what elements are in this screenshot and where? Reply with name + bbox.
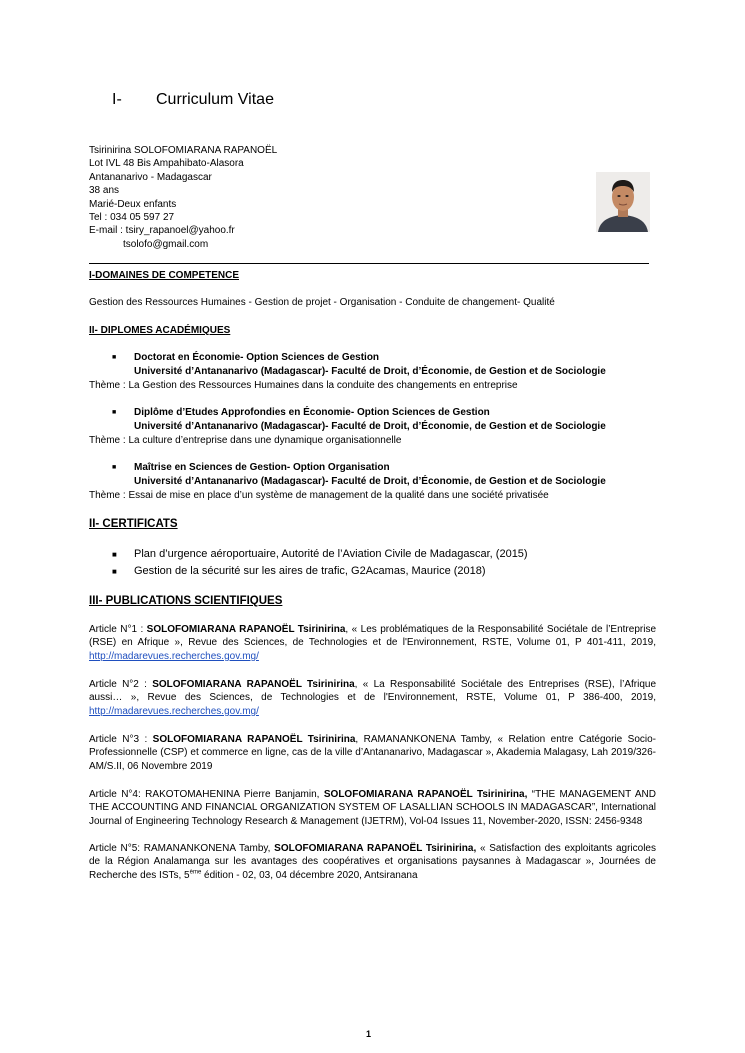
section-title-certificates: II- CERTIFICATS	[89, 518, 178, 530]
contact-address-line2: Antananarivo - Madagascar	[89, 171, 212, 183]
contact-email-2: tsolofo@gmail.com	[123, 238, 209, 250]
certificates-list	[112, 546, 528, 580]
article-2	[89, 678, 656, 718]
profile-photo	[596, 172, 650, 232]
certificate-1: Plan d’urgence aéroportuaire, Autorité de l’Aviation Civile de Madagascar, (2015)	[134, 548, 528, 560]
certificate-2: Gestion de la sécurité sur les aires de trafic, G2Acamas, Maurice (2018)	[134, 565, 486, 577]
article-5	[89, 842, 656, 882]
page-number: 1	[366, 1029, 372, 1039]
article-3-prefix: Article N°3 :	[89, 734, 153, 745]
article-5-prefix: Article N°5: RAMANANKONENA Tamby,	[89, 843, 275, 854]
diploma-1-theme: Thème : La Gestion des Ressources Humaines dans la conduite des changements en entreprise	[89, 380, 518, 391]
article-4-author: SOLOFOMIARANA RAPANOËL Tsirinirina,	[323, 789, 528, 800]
article-1	[89, 623, 656, 663]
article-1-text: , « Les problématiques de la Responsabilité Sociétale de l’Entreprise (RSE) en Afrique », Revue des Sciences, de Technologies et de l'Environnement, RSTE, Volume 01, P 401-411, 2019,	[89, 624, 657, 649]
article-3-author: SOLOFOMIARANA RAPANOËL Tsirinirina	[152, 734, 356, 745]
list-item	[112, 563, 528, 580]
bullet-icon: ■	[112, 409, 117, 416]
article-3-text: , RAMANANKONENA Tamby, « Relation entre Catégorie Socio-Professionnelle (CSP) et commerce en ligne, cas de la ville d’Antananarivo, Madagascar », Akademia Malagasy, Lah 2019/326-AM/S.II, 06 Novembre 2019	[89, 734, 657, 772]
article-4-prefix: Article N°4: RAKOTOMAHENINA Pierre Banjamin,	[89, 789, 324, 800]
article-2-prefix: Article N°2 :	[89, 679, 153, 690]
contact-email-1: E-mail : tsiry_rapanoel@yahoo.fr	[89, 225, 235, 237]
article-4-text: “THE MANAGEMENT AND THE ACCOUNTING AND FINANCIAL ORGANIZATION SYSTEM OF LASALLIAN SCHOOLS IN MADAGASCAR”, International Journal of Engineering Technology Research & Management (IJETRM), Vol-04 Issues 11, November-2020, ISSN: 2456-9348	[89, 789, 657, 827]
diploma-1-degree: Doctorat en Économie- Option Sciences de Gestion	[134, 352, 380, 363]
article-1-author: SOLOFOMIARANA RAPANOËL Tsirinirina	[146, 624, 346, 635]
article-5-text: « Satisfaction des exploitants agricoles de la Région Analamanga sur les avantages des coopératives et organisations paysannes à Madagascar », Journées de Recherche des ISTs, 5	[89, 843, 656, 881]
section-title-competence: I-DOMAINES DE COMPETENCE	[89, 270, 240, 281]
contact-name: Tsirinirina SOLOFOMIARANA RAPANOËL	[89, 145, 278, 156]
contact-phone: Tel : 034 05 597 27	[89, 212, 175, 224]
article-5-author: SOLOFOMIARANA RAPANOËL Tsirinirina,	[274, 843, 477, 854]
article-3	[89, 733, 656, 773]
article-5-text-2: édition - 02, 03, 04 décembre 2020, Antsiranana	[201, 869, 418, 881]
contact-block	[89, 144, 389, 251]
article-5-superscript: ème	[189, 869, 202, 876]
article-2-author: SOLOFOMIARANA RAPANOËL Tsirinirina	[152, 679, 355, 690]
diploma-3-school: Université d’Antananarivo (Madagascar)- Faculté de Droit, d’Économie, de Gestion et de Sociologie	[134, 476, 606, 487]
diploma-3-theme: Thème : Essai de mise en place d’un système de management de la qualité dans une société privatisée	[89, 490, 549, 501]
diploma-2-degree: Diplôme d’Etudes Approfondies en Économie- Option Sciences de Gestion	[134, 407, 490, 418]
list-item	[112, 546, 528, 563]
article-1-prefix: Article N°1 :	[89, 624, 147, 635]
section-title-publications: III- PUBLICATIONS SCIENTIFIQUES	[89, 595, 283, 607]
bullet-icon: ■	[112, 354, 117, 361]
bullet-icon: ■	[112, 567, 117, 576]
contact-family: Marié-Deux enfants	[89, 198, 177, 210]
diploma-2-school: Université d’Antananarivo (Madagascar)- Faculté de Droit, d’Économie, de Gestion et de Sociologie	[134, 421, 606, 432]
article-4	[89, 788, 656, 828]
bullet-icon: ■	[112, 550, 117, 559]
page-title	[112, 90, 274, 110]
article-1-link[interactable]: http://madarevues.recherches.gov.mg/	[89, 650, 259, 662]
section-number: I-	[112, 91, 122, 108]
separator-line	[89, 263, 649, 264]
title-text: Curriculum Vitae	[156, 91, 274, 108]
bullet-icon: ■	[112, 464, 117, 471]
diploma-1-school: Université d’Antananarivo (Madagascar)- Faculté de Droit, d’Économie, de Gestion et de Sociologie	[134, 366, 606, 377]
diploma-2-theme: Thème : La culture d’entreprise dans une dynamique organisationnelle	[89, 435, 402, 446]
article-2-link[interactable]: http://madarevues.recherches.gov.mg/	[89, 705, 259, 717]
diploma-3-degree: Maîtrise en Sciences de Gestion- Option Organisation	[134, 462, 390, 473]
profile-photo-image	[596, 172, 650, 232]
contact-age: 38 ans	[89, 185, 120, 197]
contact-address-line1: Lot IVL 48 Bis Ampahibato-Alasora	[89, 158, 244, 170]
section-title-diplomas: II- DIPLOMES ACADÉMIQUES	[89, 325, 231, 336]
competence-text: Gestion des Ressources Humaines - Gestion de projet - Organisation - Conduite de changement- Qualité	[89, 297, 555, 308]
article-2-text: , « La Responsabilité Sociétale des Entreprises (RSE), l’Afrique aussi… », Revue des Sciences, de Technologies et de l'Environnement, RSTE, Volume 01, P 386-400, 2019,	[89, 679, 657, 704]
